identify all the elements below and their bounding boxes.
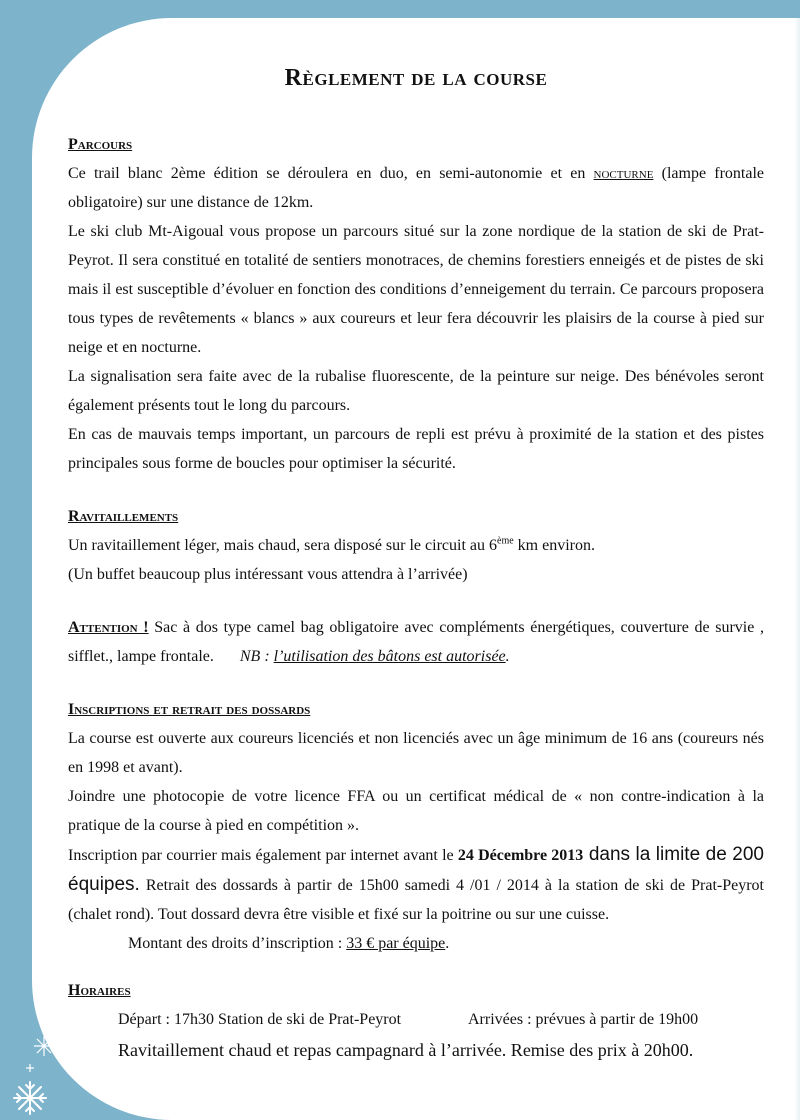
deadline-date: 24 Décembre 2013 bbox=[457, 847, 584, 864]
attention-paragraph bbox=[68, 613, 764, 671]
page-edge bbox=[794, 18, 800, 1120]
snowflake-icon bbox=[8, 1030, 56, 1118]
nb-text: l’utilisation des bâtons est autorisée bbox=[273, 648, 506, 665]
depart-text: Départ : 17h30 Station de ski de Prat-Peyrot bbox=[118, 1011, 402, 1028]
text-run: Un ravitaillement léger, mais chaud, sera disposé sur le circuit au 6 bbox=[68, 537, 497, 554]
ravitaillements-paragraph-2: (Un buffet beaucoup plus intéressant vous attendra à l’arrivée) bbox=[68, 566, 468, 583]
nb-label: NB : bbox=[239, 648, 274, 665]
inscriptions-paragraph-2: Joindre une photocopie de votre licence FFA ou un certificat médical de « non contre-indication à la pratique de la course à pied en compétition ». bbox=[68, 788, 764, 834]
superscript: ème bbox=[497, 535, 514, 547]
parcours-paragraph-2: Le ski club Mt-Aigoual vous propose un parcours situé sur la zone nordique de la station de ski de Prat-Peyrot. Il sera constitué en totalité de sentiers monotraces, de chemins forestiers enneigés et de pistes de ski mais il est susceptible d’évoluer en fonction des conditions d’enneigement du terrain. Ce parcours proposera tous types de revêtements « blancs » aux coureurs et leur fera découvrir les plaisirs de la course à pied sur neige et en nocturne. bbox=[68, 223, 764, 356]
attention-label: Attention ! bbox=[68, 619, 149, 636]
parcours-paragraph-3: La signalisation sera faite avec de la rubalise fluorescente, de la peinture sur neige. Des bénévoles seront également présents tout le long du parcours. bbox=[68, 368, 764, 414]
heading-inscriptions: Inscriptions et retrait des dossards bbox=[68, 701, 311, 718]
parcours-paragraph-1 bbox=[68, 159, 764, 217]
heading-parcours: Parcours bbox=[68, 136, 133, 153]
text-run: . bbox=[445, 935, 450, 952]
text-run: Sac à dos type camel bag obligatoire avec compléments énergétiques, couverture de survie , sifflet., lampe frontale. bbox=[68, 619, 764, 665]
text-run: Inscription par courrier mais également par internet avant le bbox=[68, 847, 458, 864]
arrivees-text: Arrivées : prévues à partir de 19h00 bbox=[468, 1011, 699, 1028]
parcours-paragraph-4: En cas de mauvais temps important, un parcours de repli est prévu à proximité de la station et des pistes principales sous forme de boucles pour optimiser la sécurité. bbox=[68, 426, 764, 472]
text-run: Retrait des dossards à partir de 15h00 samedi 4 /01 / 2014 à la station de ski de Prat-Peyrot (chalet rond). Tout dossard devra être visible et fixé sur la poitrine ou sur une cuisse. bbox=[68, 877, 764, 923]
inscriptions-paragraph-1: La course est ouverte aux coureurs licenciés et non licenciés avec un âge minimum de 16 ans (coureurs nés en 1998 et avant). bbox=[68, 730, 764, 776]
document-body bbox=[68, 60, 764, 1065]
montant-label: Montant des droits d’inscription : bbox=[128, 935, 347, 952]
text-run: km environ. bbox=[513, 537, 595, 554]
horaires-row bbox=[68, 1005, 764, 1034]
team-limit: dans la limite de 200 équipes. bbox=[68, 844, 764, 895]
heading-ravitaillements: Ravitaillements bbox=[68, 508, 179, 525]
ravitaillements-paragraph-1 bbox=[68, 531, 764, 560]
text-run: (lampe frontale obligatoire) sur une distance de 12km. bbox=[68, 165, 765, 211]
inscriptions-paragraph-3 bbox=[68, 840, 764, 929]
nocturne-word: nocturne bbox=[593, 165, 654, 182]
text-run: Ce trail blanc 2ème édition se déroulera en duo, en semi-autonomie et en bbox=[68, 165, 594, 182]
montant-line bbox=[68, 929, 764, 958]
page-title: Règlement de la course bbox=[284, 65, 548, 91]
montant-value: 33 € par équipe bbox=[346, 935, 446, 952]
horaires-final-line: Ravitaillement chaud et repas campagnard à l’arrivée. Remise des prix à 20h00. bbox=[118, 1040, 694, 1060]
heading-horaires: Horaires bbox=[68, 982, 131, 999]
text-run: . bbox=[505, 648, 510, 665]
